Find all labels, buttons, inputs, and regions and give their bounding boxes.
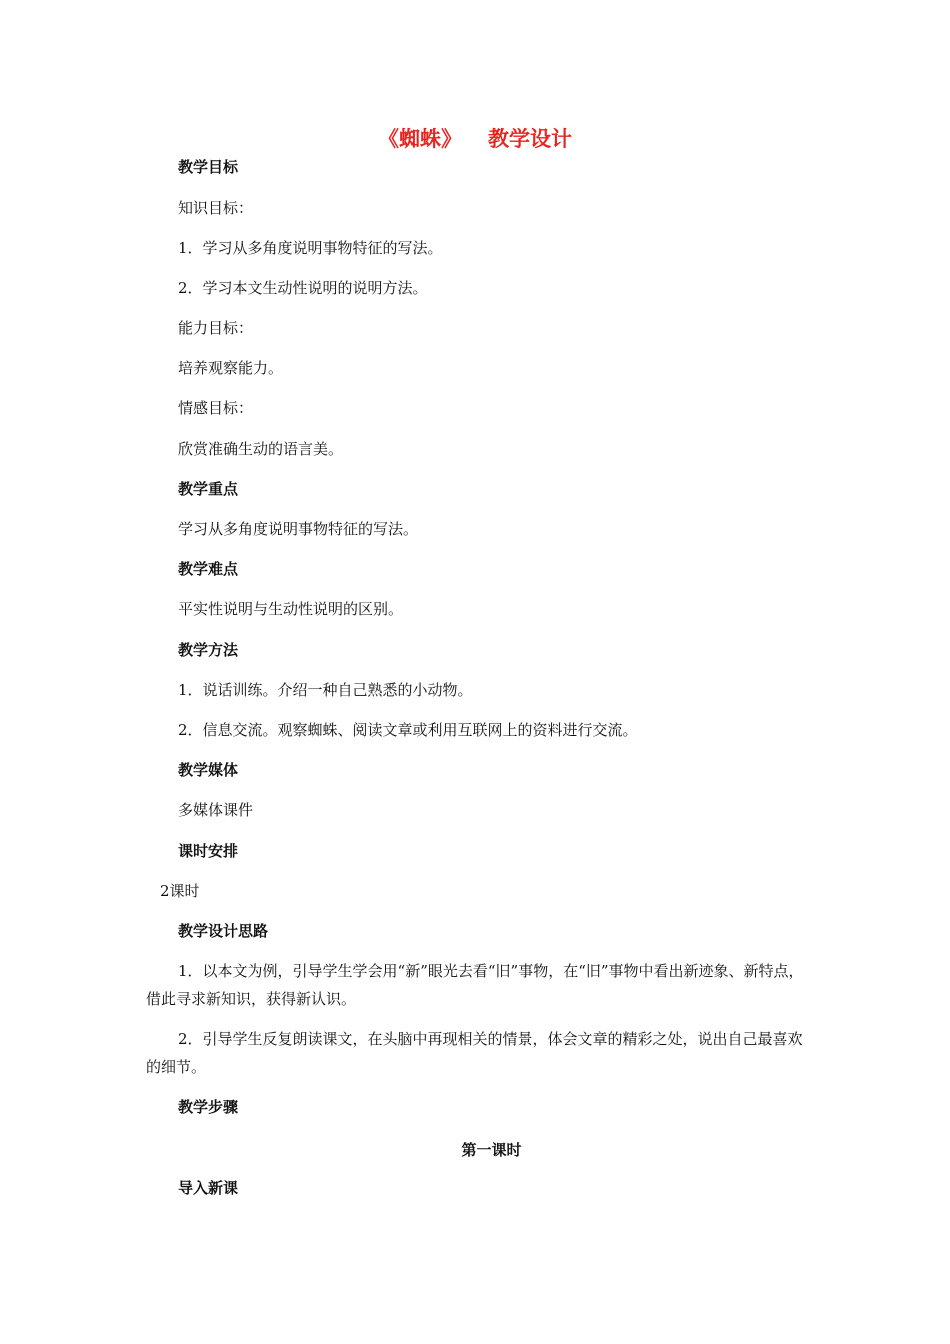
design-item-2: 2．引导学生反复朗读课文，在头脑中再现相关的情景，体会文章的精彩之处，说出自己最喜欢的细节。 [146, 1030, 803, 1076]
title-book-name: 《蜘蛛》 [378, 127, 462, 151]
method-heading: 教学方法 [178, 641, 239, 659]
media-text: 多媒体课件 [178, 801, 254, 819]
document-title [0, 123, 950, 153]
method-item-1: 1．说话训练。介绍一种自己熟悉的小动物。 [178, 681, 473, 699]
title-subject: 教学设计 [488, 127, 572, 151]
goals-heading: 教学目标 [178, 158, 239, 176]
knowledge-goal-1: 1．学习从多角度说明事物特征的写法。 [178, 239, 443, 257]
knowledge-goal-label: 知识目标： [178, 199, 254, 217]
method-item-2: 2．信息交流。观察蜘蛛、阅读文章或利用互联网上的资料进行交流。 [178, 721, 638, 739]
design-heading: 教学设计思路 [178, 922, 269, 940]
design-item-1: 1．以本文为例，引导学生学会用“新”眼光去看“旧”事物，在“旧”事物中看出新迹象、新特点，借此寻求新知识，获得新认识。 [146, 962, 804, 1008]
lesson-one-heading: 第一课时 [461, 1141, 522, 1159]
emotion-goal-label: 情感目标： [178, 399, 254, 417]
key-point-heading: 教学重点 [178, 480, 239, 498]
intro-heading: 导入新课 [178, 1179, 239, 1197]
knowledge-goal-2: 2．学习本文生动性说明的说明方法。 [178, 279, 428, 297]
difficulty-heading: 教学难点 [178, 560, 239, 578]
ability-goal-text: 培养观察能力。 [178, 359, 284, 377]
schedule-text: 2课时 [160, 882, 200, 900]
emotion-goal-text: 欣赏准确生动的语言美。 [178, 440, 344, 458]
key-point-text: 学习从多角度说明事物特征的写法。 [178, 520, 419, 538]
schedule-heading: 课时安排 [178, 842, 239, 860]
difficulty-text: 平实性说明与生动性说明的区别。 [178, 600, 404, 618]
media-heading: 教学媒体 [178, 761, 239, 779]
ability-goal-label: 能力目标： [178, 319, 254, 337]
steps-heading: 教学步骤 [178, 1098, 239, 1116]
